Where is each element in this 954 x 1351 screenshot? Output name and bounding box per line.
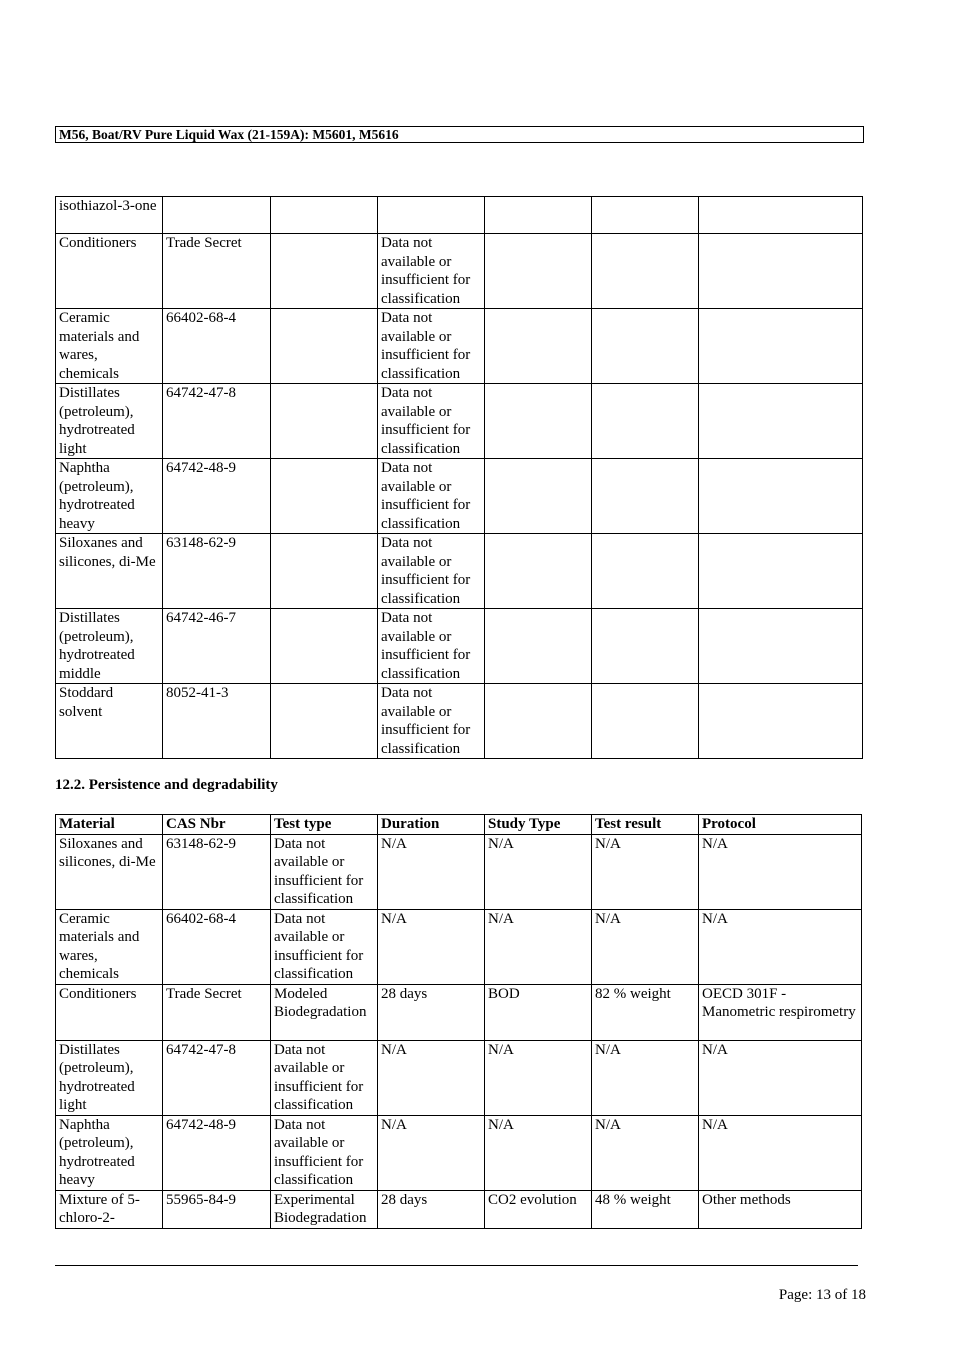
table-cell: 66402-68-4 bbox=[163, 909, 271, 984]
table-cell: N/A bbox=[485, 1115, 592, 1190]
table-cell bbox=[271, 534, 378, 609]
table-cell: Siloxanes and silicones, di-Me bbox=[56, 534, 163, 609]
table-cell: OECD 301F - Manometric respirometry bbox=[699, 984, 862, 1040]
table-row bbox=[56, 684, 863, 759]
table-cell: N/A bbox=[592, 1115, 699, 1190]
table-cell: N/A bbox=[699, 909, 862, 984]
table-cell: N/A bbox=[699, 834, 862, 909]
table-cell bbox=[485, 309, 592, 384]
column-header: Protocol bbox=[699, 815, 862, 835]
table-cell: Distillates (petroleum), hydrotreated middle bbox=[56, 609, 163, 684]
table-row bbox=[56, 384, 863, 459]
table-cell: Data not available or insufficient for classification bbox=[271, 909, 378, 984]
table-cell: 64742-48-9 bbox=[163, 1115, 271, 1190]
table-cell bbox=[271, 384, 378, 459]
table-cell: isothiazol-3-one bbox=[56, 197, 163, 234]
table-cell: Trade Secret bbox=[163, 984, 271, 1040]
table-cell bbox=[699, 459, 863, 534]
table-cell: N/A bbox=[378, 1115, 485, 1190]
table-cell: Conditioners bbox=[56, 984, 163, 1040]
table-cell bbox=[592, 459, 699, 534]
table-cell: Data not available or insufficient for classification bbox=[271, 1115, 378, 1190]
table-header-row bbox=[56, 815, 862, 835]
table-cell bbox=[485, 684, 592, 759]
table-cell: Data not available or insufficient for classification bbox=[378, 684, 485, 759]
table-cell: Data not available or insufficient for classification bbox=[378, 234, 485, 309]
table-cell: Naphtha (petroleum), hydrotreated heavy bbox=[56, 459, 163, 534]
table-cell: 64742-46-7 bbox=[163, 609, 271, 684]
table-cell: 64742-47-8 bbox=[163, 1040, 271, 1115]
column-header: Duration bbox=[378, 815, 485, 835]
table-cell bbox=[592, 309, 699, 384]
table-cell bbox=[485, 459, 592, 534]
toxicity-table-continued bbox=[55, 196, 863, 759]
table-cell: N/A bbox=[378, 909, 485, 984]
table-cell bbox=[485, 609, 592, 684]
table-cell: Stoddard solvent bbox=[56, 684, 163, 759]
table-cell: Conditioners bbox=[56, 234, 163, 309]
table-cell: BOD bbox=[485, 984, 592, 1040]
table-cell bbox=[699, 384, 863, 459]
table-cell: 64742-47-8 bbox=[163, 384, 271, 459]
table-cell bbox=[485, 197, 592, 234]
table-cell bbox=[699, 534, 863, 609]
table-cell: Data not available or insufficient for classification bbox=[378, 609, 485, 684]
table-cell: Siloxanes and silicones, di-Me bbox=[56, 834, 163, 909]
table-cell bbox=[699, 197, 863, 234]
table-cell: 8052-41-3 bbox=[163, 684, 271, 759]
column-header: Test type bbox=[271, 815, 378, 835]
table-cell bbox=[271, 234, 378, 309]
table-cell: 55965-84-9 bbox=[163, 1190, 271, 1228]
table-cell bbox=[485, 384, 592, 459]
table-row bbox=[56, 1115, 862, 1190]
table-cell: Mixture of 5-chloro-2- bbox=[56, 1190, 163, 1228]
table-cell bbox=[485, 234, 592, 309]
table-cell bbox=[271, 459, 378, 534]
table-cell bbox=[699, 234, 863, 309]
table-cell: Distillates (petroleum), hydrotreated light bbox=[56, 384, 163, 459]
table-row bbox=[56, 534, 863, 609]
table-cell: Experimental Biodegradation bbox=[271, 1190, 378, 1228]
table-cell: 63148-62-9 bbox=[163, 834, 271, 909]
column-header: CAS Nbr bbox=[163, 815, 271, 835]
table-cell: Modeled Biodegradation bbox=[271, 984, 378, 1040]
table-cell: 63148-62-9 bbox=[163, 534, 271, 609]
table-row bbox=[56, 609, 863, 684]
table-cell: Data not available or insufficient for classification bbox=[378, 459, 485, 534]
table-cell: N/A bbox=[378, 834, 485, 909]
table-cell: N/A bbox=[485, 1040, 592, 1115]
table-cell: Distillates (petroleum), hydrotreated light bbox=[56, 1040, 163, 1115]
table-cell: Data not available or insufficient for classification bbox=[271, 834, 378, 909]
table-cell: N/A bbox=[592, 834, 699, 909]
table-cell bbox=[271, 197, 378, 234]
table-cell: Ceramic materials and wares, chemicals bbox=[56, 909, 163, 984]
table-cell bbox=[378, 197, 485, 234]
table-cell bbox=[271, 309, 378, 384]
table-cell: 28 days bbox=[378, 984, 485, 1040]
table-cell bbox=[699, 684, 863, 759]
table-cell bbox=[592, 197, 699, 234]
table-cell: 66402-68-4 bbox=[163, 309, 271, 384]
table-cell bbox=[699, 309, 863, 384]
document-header: M56, Boat/RV Pure Liquid Wax (21-159A): M5601, M5616 bbox=[55, 126, 864, 143]
table-cell bbox=[163, 197, 271, 234]
section-title: 12.2. Persistence and degradability bbox=[55, 777, 278, 793]
table-cell bbox=[485, 534, 592, 609]
table-cell: N/A bbox=[485, 834, 592, 909]
table-cell bbox=[699, 609, 863, 684]
column-header: Study Type bbox=[485, 815, 592, 835]
table-cell bbox=[592, 609, 699, 684]
table-cell: N/A bbox=[592, 1040, 699, 1115]
footer-divider bbox=[55, 1265, 858, 1266]
table-cell: Naphtha (petroleum), hydrotreated heavy bbox=[56, 1115, 163, 1190]
table-cell: N/A bbox=[378, 1040, 485, 1115]
table-row bbox=[56, 197, 863, 234]
table-cell: N/A bbox=[699, 1115, 862, 1190]
table-cell: Data not available or insufficient for classification bbox=[378, 534, 485, 609]
table-cell bbox=[592, 684, 699, 759]
table-cell: Data not available or insufficient for classification bbox=[378, 309, 485, 384]
table-cell bbox=[592, 234, 699, 309]
table-cell: 28 days bbox=[378, 1190, 485, 1228]
table-row bbox=[56, 459, 863, 534]
table-cell: Ceramic materials and wares, chemicals bbox=[56, 309, 163, 384]
table-row bbox=[56, 834, 862, 909]
table-row bbox=[56, 984, 862, 1040]
table-cell bbox=[271, 609, 378, 684]
page-number: Page: 13 of 18 bbox=[778, 1287, 866, 1303]
column-header: Test result bbox=[592, 815, 699, 835]
table-cell: Data not available or insufficient for classification bbox=[378, 384, 485, 459]
table-cell: CO2 evolution bbox=[485, 1190, 592, 1228]
table-row bbox=[56, 234, 863, 309]
table-cell bbox=[592, 384, 699, 459]
table-row bbox=[56, 309, 863, 384]
table-cell: N/A bbox=[592, 909, 699, 984]
table-cell: Trade Secret bbox=[163, 234, 271, 309]
table-cell: Other methods bbox=[699, 1190, 862, 1228]
table-cell bbox=[271, 684, 378, 759]
table-row bbox=[56, 1040, 862, 1115]
table-row bbox=[56, 909, 862, 984]
table-row bbox=[56, 1190, 862, 1228]
persistence-table bbox=[55, 814, 862, 1229]
column-header: Material bbox=[56, 815, 163, 835]
table-cell: N/A bbox=[699, 1040, 862, 1115]
table-cell: 82 % weight bbox=[592, 984, 699, 1040]
table-cell bbox=[592, 534, 699, 609]
table-cell: 64742-48-9 bbox=[163, 459, 271, 534]
table-cell: Data not available or insufficient for classification bbox=[271, 1040, 378, 1115]
table-cell: N/A bbox=[485, 909, 592, 984]
table-cell: 48 % weight bbox=[592, 1190, 699, 1228]
